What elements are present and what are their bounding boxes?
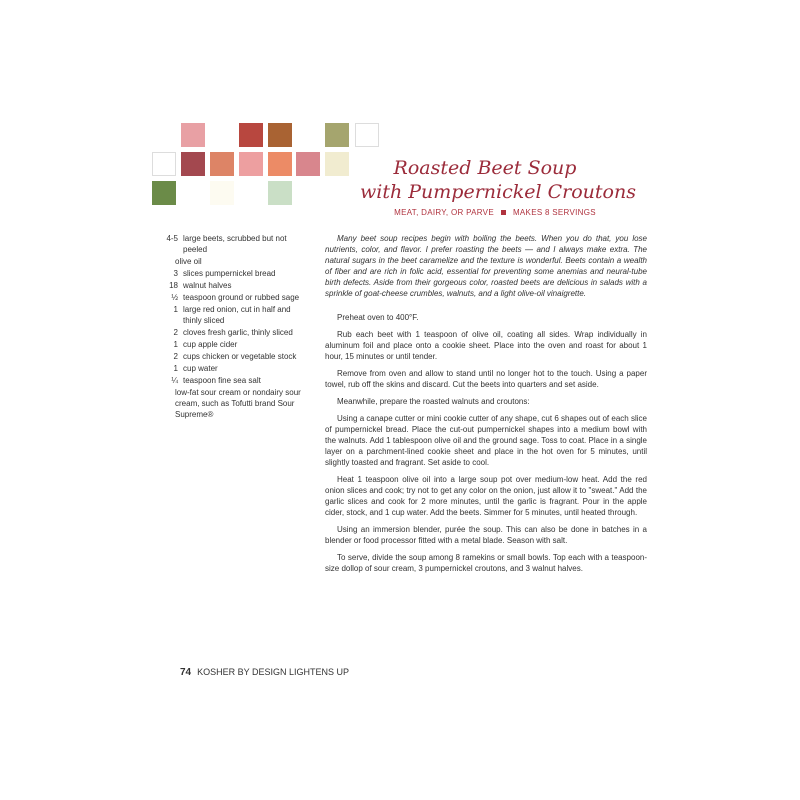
color-swatch [152,181,176,205]
recipe-servings: MAKES 8 SERVINGS [512,208,596,217]
recipe-title [360,156,636,204]
ingredient-item [150,233,310,255]
ingredient-item [150,327,310,338]
ingredient-list [150,233,310,421]
ingredient-quantity: ¼ [171,376,178,385]
recipe-category: MEAT, DAIRY, OR PARVE [394,208,494,217]
ingredient-name: slices pumpernickel bread [183,269,276,278]
ingredient-item [150,375,310,386]
color-swatch [268,152,292,176]
ingredient-item [150,268,310,279]
color-swatch [268,181,292,205]
color-swatch [152,152,176,176]
ingredient-item [150,292,310,303]
ingredient-name: cup water [183,364,218,373]
instruction-step: Preheat oven to 400°F. [337,313,419,322]
ingredient-name: olive oil [175,257,202,266]
ingredient-name: walnut halves [183,281,232,290]
ingredient-name: teaspoon ground or rubbed sage [183,293,300,302]
ingredient-name: cup apple cider [183,340,238,349]
instruction-step: Remove from oven and allow to stand until no longer hot to the touch. Using a paper towel, rub off the skins and discard. Cut the beets into quarters and set aside. [325,369,647,389]
instruction-step: To serve, divide the soup among 8 ramekins or small bowls. Top each with a teaspoon-size dollop of sour cream, 3 pumpernickel croutons, and 3 walnut halves. [325,553,647,573]
ingredient-name: cups chicken or vegetable stock [183,352,297,361]
ingredient-name: large red onion, cut in half and thinly sliced [183,305,291,325]
recipe-title-line-2: with Pumpernickel Croutons [360,181,636,203]
color-swatch [325,123,349,147]
color-swatch [210,152,234,176]
ingredient-item [150,304,310,326]
recipe-subtitle [380,208,610,217]
ingredient-quantity [150,387,175,420]
recipe-title-line-1: Roasted Beet Soup [393,157,577,179]
ingredient-quantity: 4-5 [166,234,178,243]
ingredient-quantity: 1 [173,340,178,349]
recipe-intro: Many beet soup recipes begin with boiling the beets. When you do that, you lose nutrients, color, and flavor. I prefer roasting the beets — and I always make extra. The natural sugars in the beet caramelize and the texture is wonderful. Beets contain a wealth of fiber and are rich in folic acid, essential for preventing some anemias and neural-tube birth defects. Aside from their gorgeous color, roasted beets are delicious in salads with a sprinkle of goat-cheese crumbles, walnuts, and a light olive-oil vinaigrette. [325,234,647,298]
recipe-instructions [325,233,647,580]
ingredient-name: cloves fresh garlic, thinly sliced [183,328,293,337]
ingredient-quantity: ½ [171,293,178,302]
ingredient-item [150,339,310,350]
ingredient-quantity: 2 [173,328,178,337]
ingredient-item [150,351,310,362]
color-swatch [268,123,292,147]
book-title: KOSHER BY DESIGN LIGHTENS UP [197,667,349,677]
color-swatch [181,123,205,147]
instruction-step: Heat 1 teaspoon olive oil into a large soup pot over medium-low heat. Add the red onion slices and cook; try not to get any color on the onion, just allow it to "sweat." Add the garlic slices and cook for 2 more minutes, until the garlic is fragrant. Pour in the apple cider, stock, and 1 cup water. Add the beets. Simmer for 5 minutes, until heated through. [325,475,647,517]
instruction-step: Meanwhile, prepare the roasted walnuts and croutons: [337,397,530,406]
ingredient-quantity: 18 [169,281,178,290]
instruction-step: Using an immersion blender, purée the soup. This can also be done in batches in a blender or food processor fitted with a metal blade. Season with salt. [325,525,647,545]
color-swatch [325,152,349,176]
ingredient-name: low-fat sour cream or nondairy sour cream, such as Tofutti brand Sour Supreme® [175,388,301,419]
ingredient-item [150,387,310,420]
color-swatch [296,152,320,176]
page-footer [180,667,349,678]
color-swatch [181,152,205,176]
ingredient-quantity: 1 [173,364,178,373]
color-swatch [355,123,379,147]
ingredient-quantity: 3 [173,269,178,278]
instruction-step: Using a canape cutter or mini cookie cutter of any shape, cut 6 shapes out of each slice of pumpernickel bread. Place the cut-out pumpernickel shapes into a medium bowl with the walnuts. Add 1 tablespoon olive oil and the ground sage. Toss to coat. Place in a single layer on a parchment-lined cookie sheet and place in the hot oven for 5 minutes, until slightly toasted and fragrant. Set aside to cool. [325,414,647,467]
color-swatch [239,152,263,176]
ingredient-item [150,280,310,291]
square-bullet-icon [501,210,506,215]
instruction-step: Rub each beet with 1 teaspoon of olive oil, coating all sides. Wrap individually in aluminum foil and place onto a cookie sheet. Place into the oven and roast for about 1 hour, 15 minutes or until tender. [325,330,647,361]
ingredient-name: teaspoon fine sea salt [183,376,261,385]
ingredient-quantity [150,256,175,267]
ingredient-item [150,363,310,374]
color-swatch [239,123,263,147]
ingredient-quantity: 2 [173,352,178,361]
ingredient-quantity: 1 [173,305,178,314]
page-number: 74 [180,667,192,678]
ingredient-name: large beets, scrubbed but not peeled [183,234,287,254]
color-swatch [210,181,234,205]
ingredient-item [150,256,310,267]
